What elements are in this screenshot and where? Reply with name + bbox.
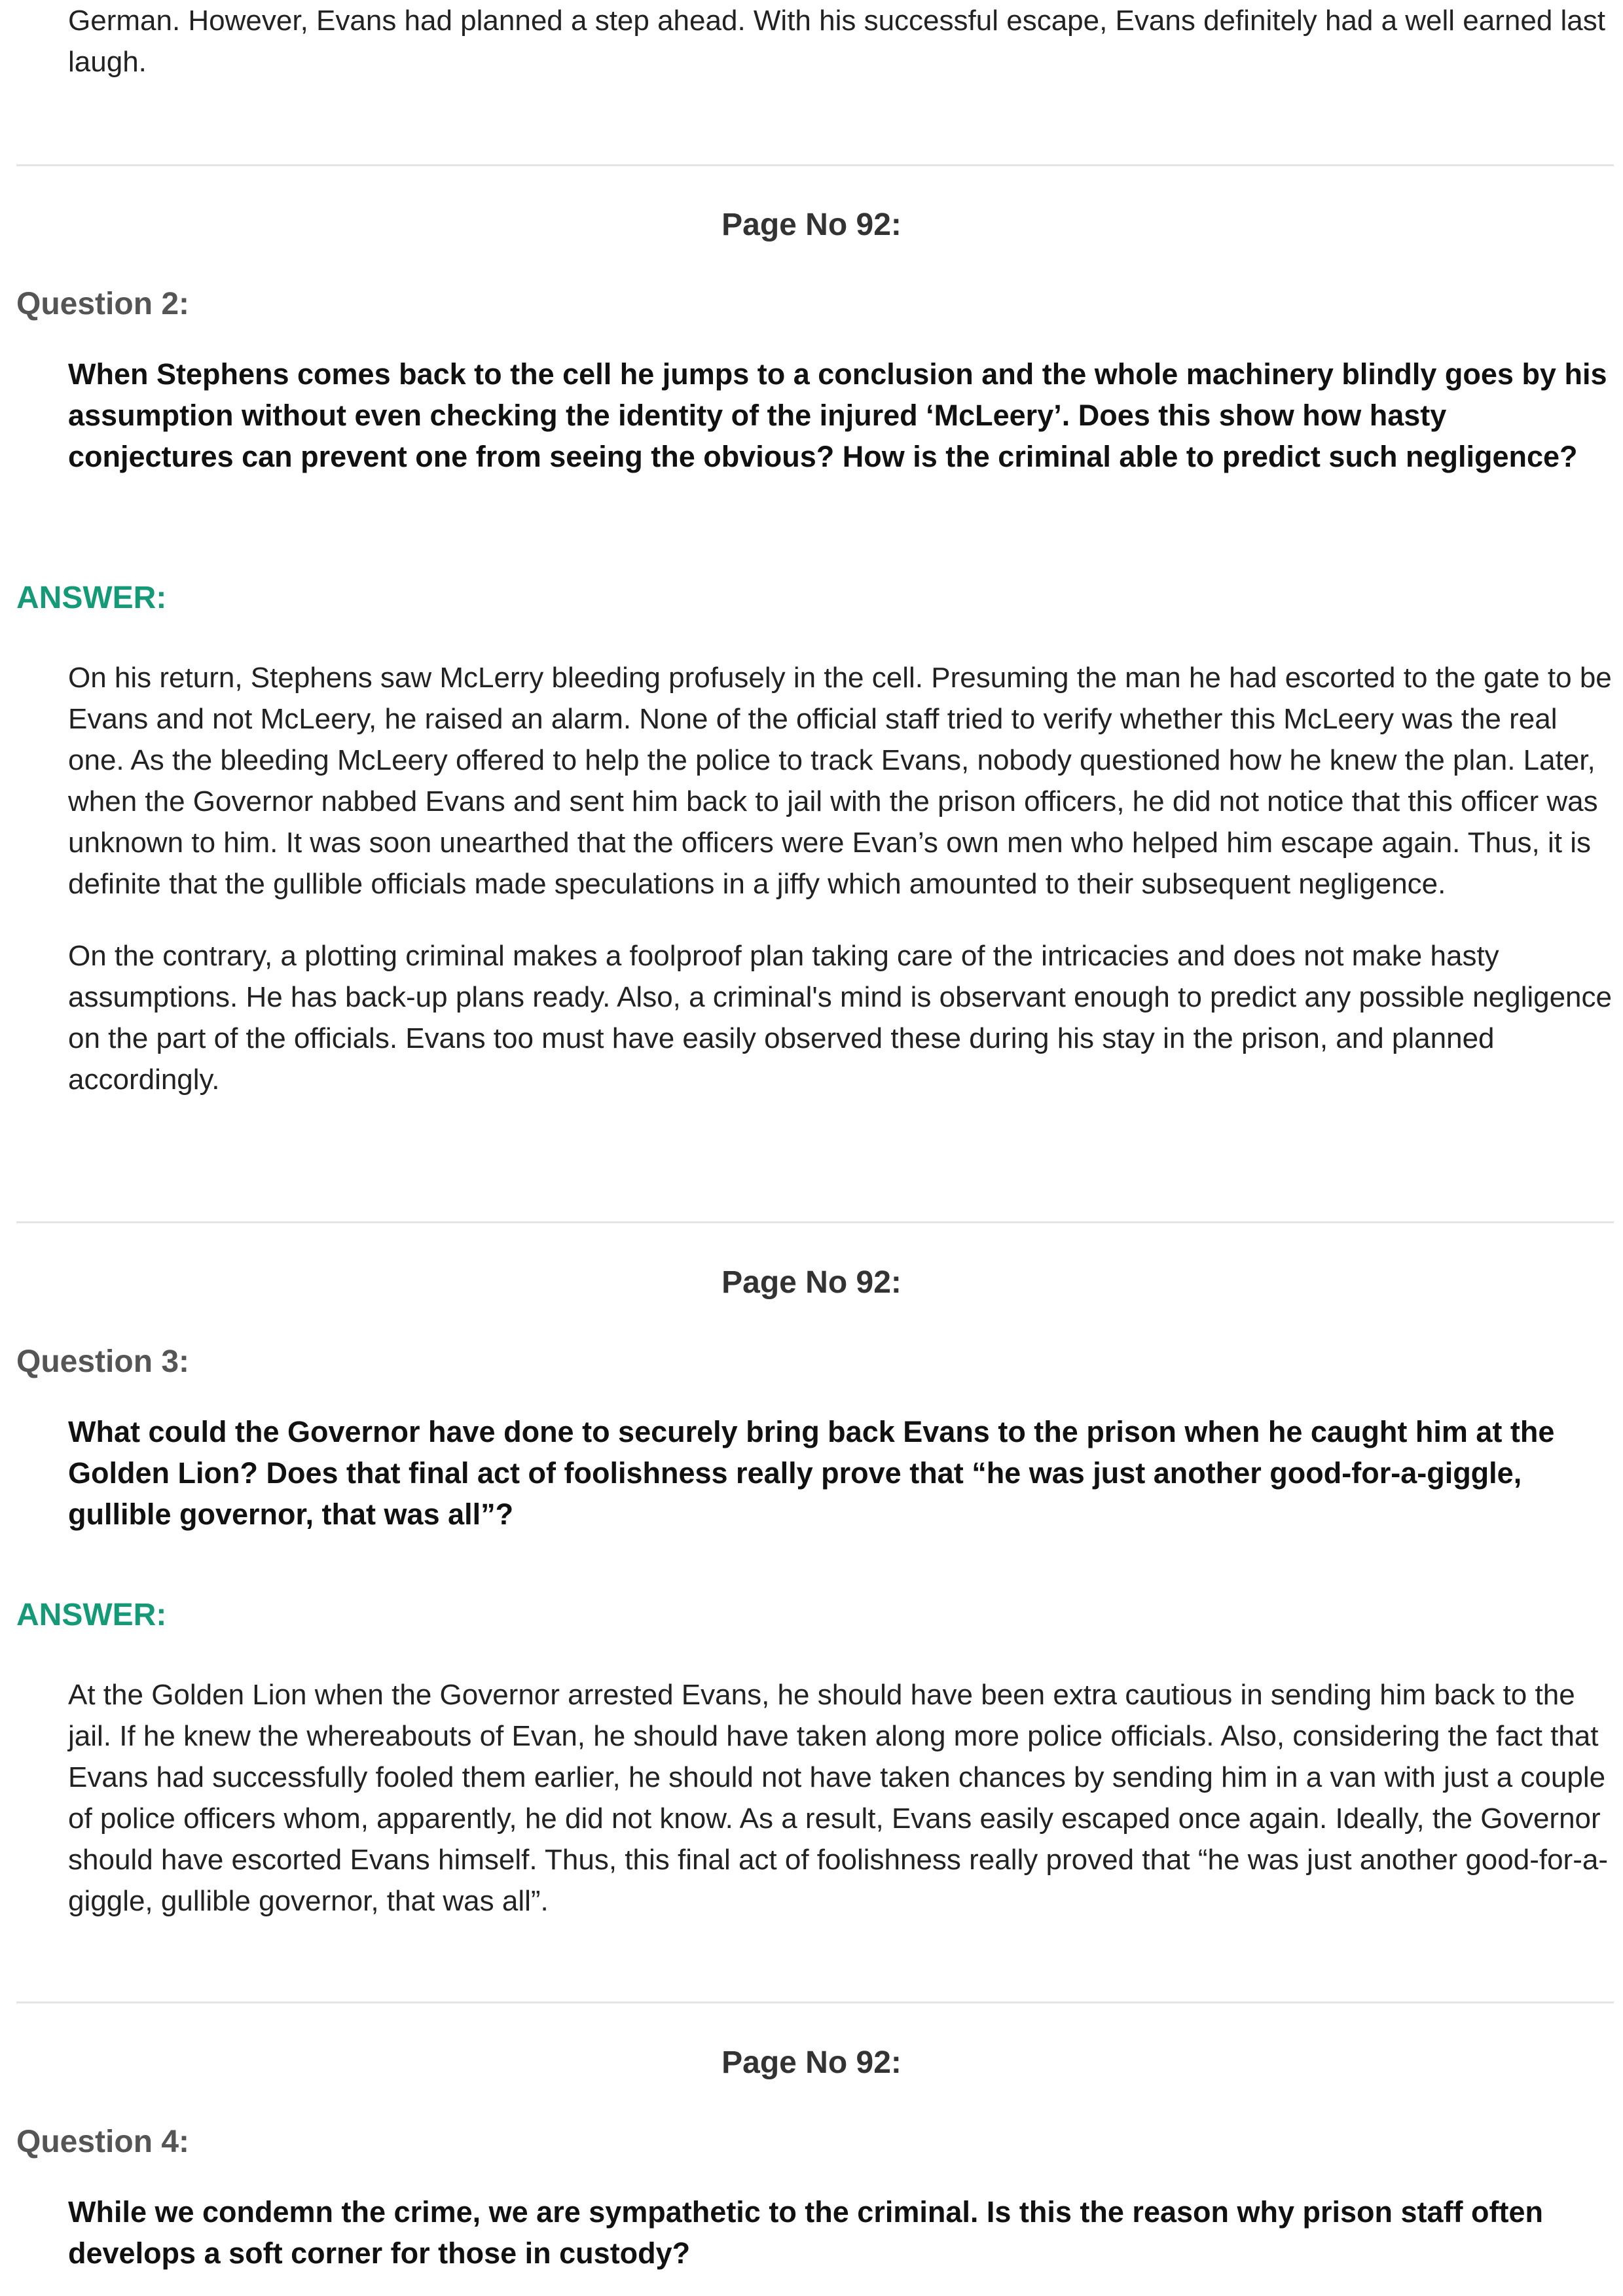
answer-label: ANSWER: (16, 581, 167, 615)
section-divider (16, 2001, 1614, 2003)
question-text: While we condemn the crime, we are sympathetic to the criminal. Is this the reason why prison staff often develops a soft corner for those in custody? (68, 2195, 1544, 2270)
answer-paragraph: On the contrary, a plotting criminal makes a foolproof plan taking care of the intricacies and does not make hasty assumptions. He has back-up plans ready. Also, a criminal's mind is observant enough to predict any possible negligence on the part of the officials. Evans too must have easily observed these during his stay in the prison, and planned accordingly. (68, 940, 1612, 1096)
answer-label: ANSWER: (16, 1598, 167, 1632)
page-number-heading: Page No 92: (721, 207, 902, 242)
section-divider (16, 1221, 1614, 1223)
page-number-heading: Page No 92: (721, 1265, 902, 1300)
section-divider (16, 164, 1614, 166)
question-text: What could the Governor have done to securely bring back Evans to the prison when he caught him at the Golden Lion? Does that final act of foolishness really prove that “he was just another good-for-a-giggle, gullible governor, that was all”? (68, 1415, 1555, 1531)
question-text: When Stephens comes back to the cell he jumps to a conclusion and the whole machinery blindly goes by his assumption without even checking the identity of the injured ‘McLeery’. Does this show how hasty conjectures can prevent one from seeing the obvious? How is the criminal able to predict such negligence? (68, 357, 1607, 473)
answer-paragraph: At the Golden Lion when the Governor arrested Evans, he should have been extra cautious in sending him back to the jail. If he knew the whereabouts of Evan, he should have taken along more police officials. Also, considering the fact that Evans had successfully fooled them earlier, he should not have taken chances by sending him in a van with just a couple of police officers whom, apparently, he did not know. As a result, Evans easily escaped once again. Ideally, the Governor should have escorted Evans himself. Thus, this final act of foolishness really proved that “he was just another good-for-a-giggle, gullible governor, that was all”. (68, 1679, 1608, 1917)
page-number-heading: Page No 92: (721, 2045, 902, 2080)
answer-body (0, 1674, 1613, 1952)
question-label: Question 4: (16, 2125, 190, 2159)
answer-paragraph: On his return, Stephens saw McLerry bleeding profusely in the cell. Presuming the man he had escorted to the gate to be Evans and not McLeery, he raised an alarm. None of the official staff tried to verify whether this McLeery was the real one. As the bleeding McLeery offered to help the police to track Evans, nobody questioned how he knew the plan. Later, when the Governor nabbed Evans and sent him back to jail with the prison officers, he did not notice that this officer was unknown to him. It was soon unearthed that the officers were Evan’s own men who helped him escape again. Thus, it is definite that the gullible officials made speculations in a jiffy which amounted to their subsequent negligence. (68, 662, 1612, 900)
question-label: Question 2: (16, 287, 190, 321)
intro-paragraph: German. However, Evans had planned a step ahead. With his successful escape, Evans definitely had a well earned last laugh. (68, 5, 1606, 78)
answer-body (0, 657, 1613, 1131)
question-label: Question 3: (16, 1344, 190, 1379)
